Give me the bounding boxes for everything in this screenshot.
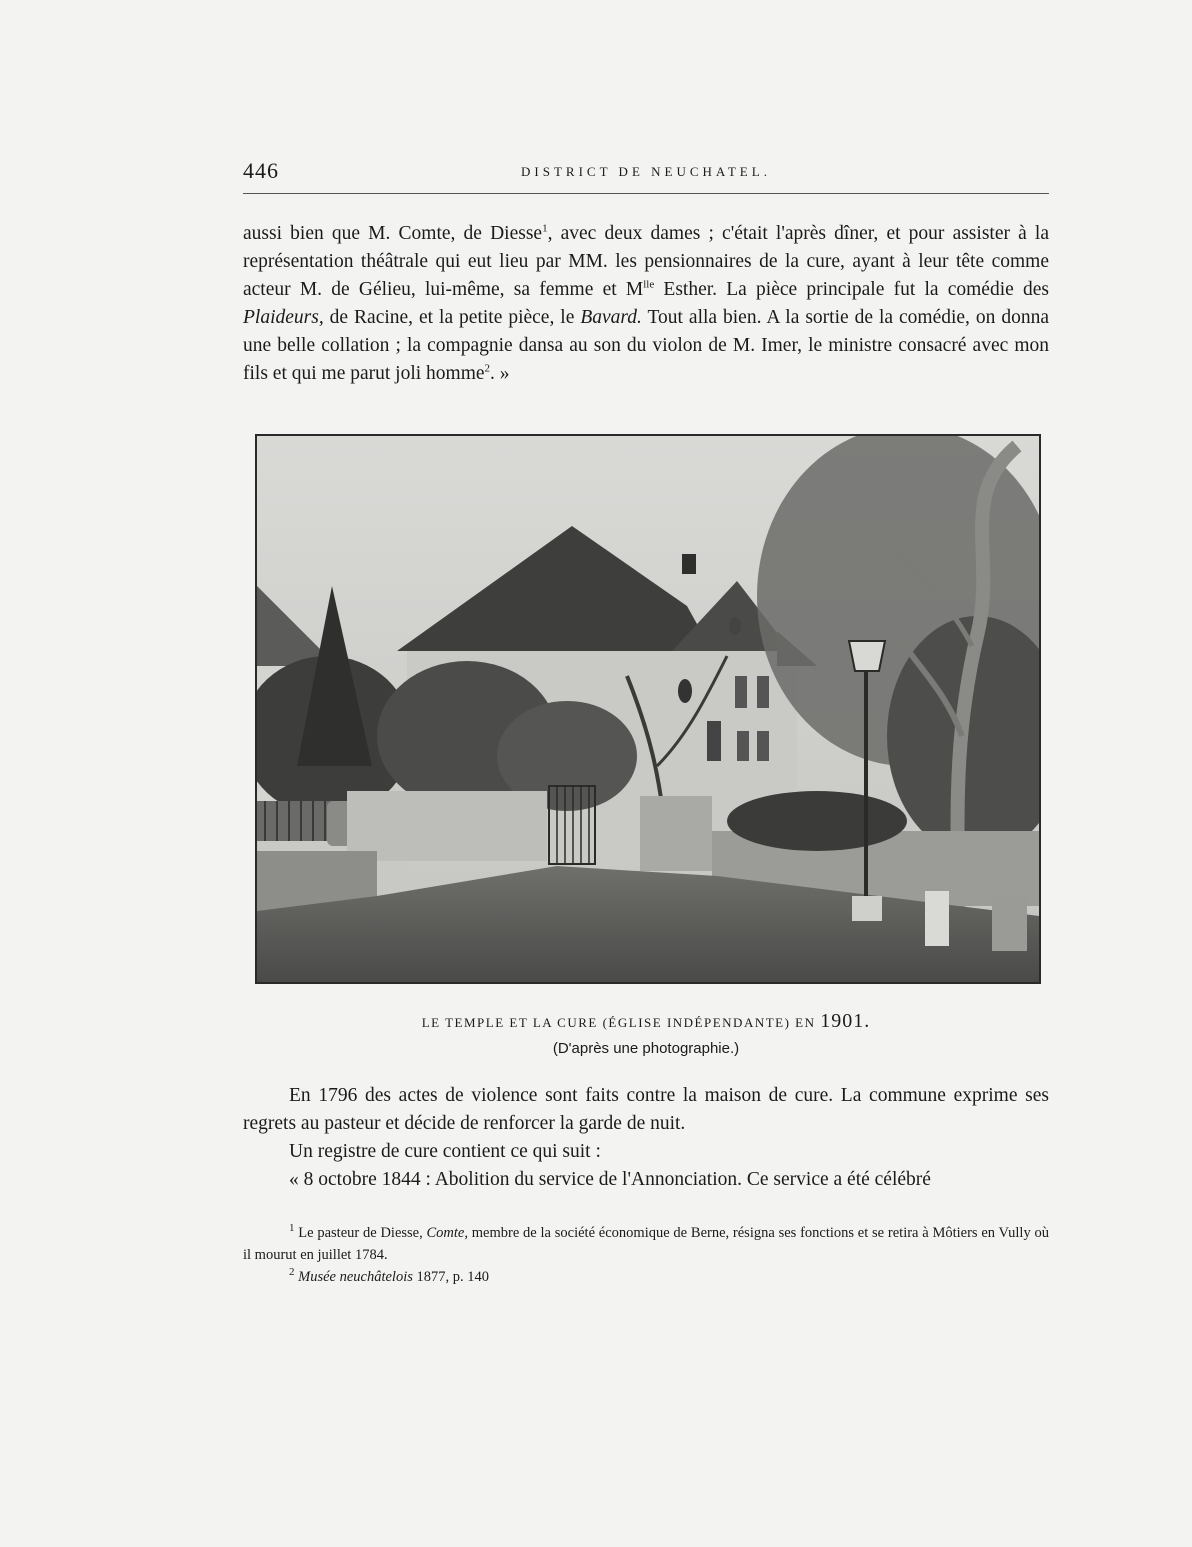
closing-paragraphs <box>243 1082 1049 1194</box>
footnote-ref-2: 2 <box>484 362 491 375</box>
text-run: 1877, p. 140 <box>412 1269 490 1285</box>
text-run: aussi bien que M. Comte, de Diesse <box>243 223 543 244</box>
paragraph <box>243 220 1049 388</box>
text-run: Esther. La pièce principale fut la comédie des <box>654 279 1049 300</box>
running-title: DISTRICT DE NEUCHATEL. <box>521 164 771 179</box>
text-run: Tout alla bien. A la sortie de la comédie, on donna une belle collation ; la compagnie dansa au son du violon de M. Imer, le ministre consacré avec mon fils et qui me parut joli homme <box>243 307 1049 384</box>
text-run: , avec deux dames ; c'était l'après dîner, et pour assister à la représentation théâtrale qui eut lieu par MM. les pensionnaires de la cure, ayant à leur tête comme acteur M. de Gélieu, lui-même, sa femme et M <box>243 223 1049 300</box>
paragraph: En 1796 des actes de violence sont faits contre la maison de cure. La commune exprime ses regrets au pasteur et décide de renforcer la garde de nuit. <box>243 1085 1049 1134</box>
footnote-number: 1 <box>289 1222 295 1235</box>
photo-credit: (D'après une photographie.) <box>552 1040 740 1057</box>
footnote-1 <box>243 1222 1049 1266</box>
text-run: . » <box>490 363 510 384</box>
header-rule <box>243 193 1049 194</box>
paragraph: Un registre de cure contient ce qui suit : <box>289 1141 601 1162</box>
caption-text: LE TEMPLE ET LA CURE (ÉGLISE INDÉPENDANTE) EN <box>421 1015 821 1030</box>
footnote-title: Musée neuchâtelois <box>298 1269 413 1285</box>
text-run: membre de la société économique de Berne, résigna ses fonctions et se retira à Môtiers en Vully où il mourut en juillet 1784. <box>243 1225 1049 1263</box>
footnotes <box>243 1222 1049 1288</box>
photo-caption <box>243 1010 1049 1033</box>
title-plaideurs: Plaideurs, <box>243 307 324 328</box>
page-header <box>243 158 1049 188</box>
footnote-ref-1: 1 <box>542 222 548 235</box>
paragraph: « 8 octobre 1844 : Abolition du service de l'Annonciation. Ce service a été célébré <box>289 1169 931 1190</box>
footnote-number: 2 <box>289 1266 295 1279</box>
photograph-temple-cure <box>255 434 1041 984</box>
caption-year: 1901. <box>820 1010 871 1032</box>
opening-paragraph <box>243 220 1049 388</box>
superscript-lle: lle <box>643 278 655 291</box>
title-bavard: Bavard. <box>580 307 642 328</box>
text-run: Le pasteur de Diesse, <box>294 1225 427 1241</box>
text-run: de Racine, et la petite pièce, le <box>323 307 581 328</box>
footnote-name: Comte, <box>426 1225 468 1241</box>
page-number: 446 <box>243 158 279 183</box>
footnote-2 <box>243 1266 1049 1288</box>
